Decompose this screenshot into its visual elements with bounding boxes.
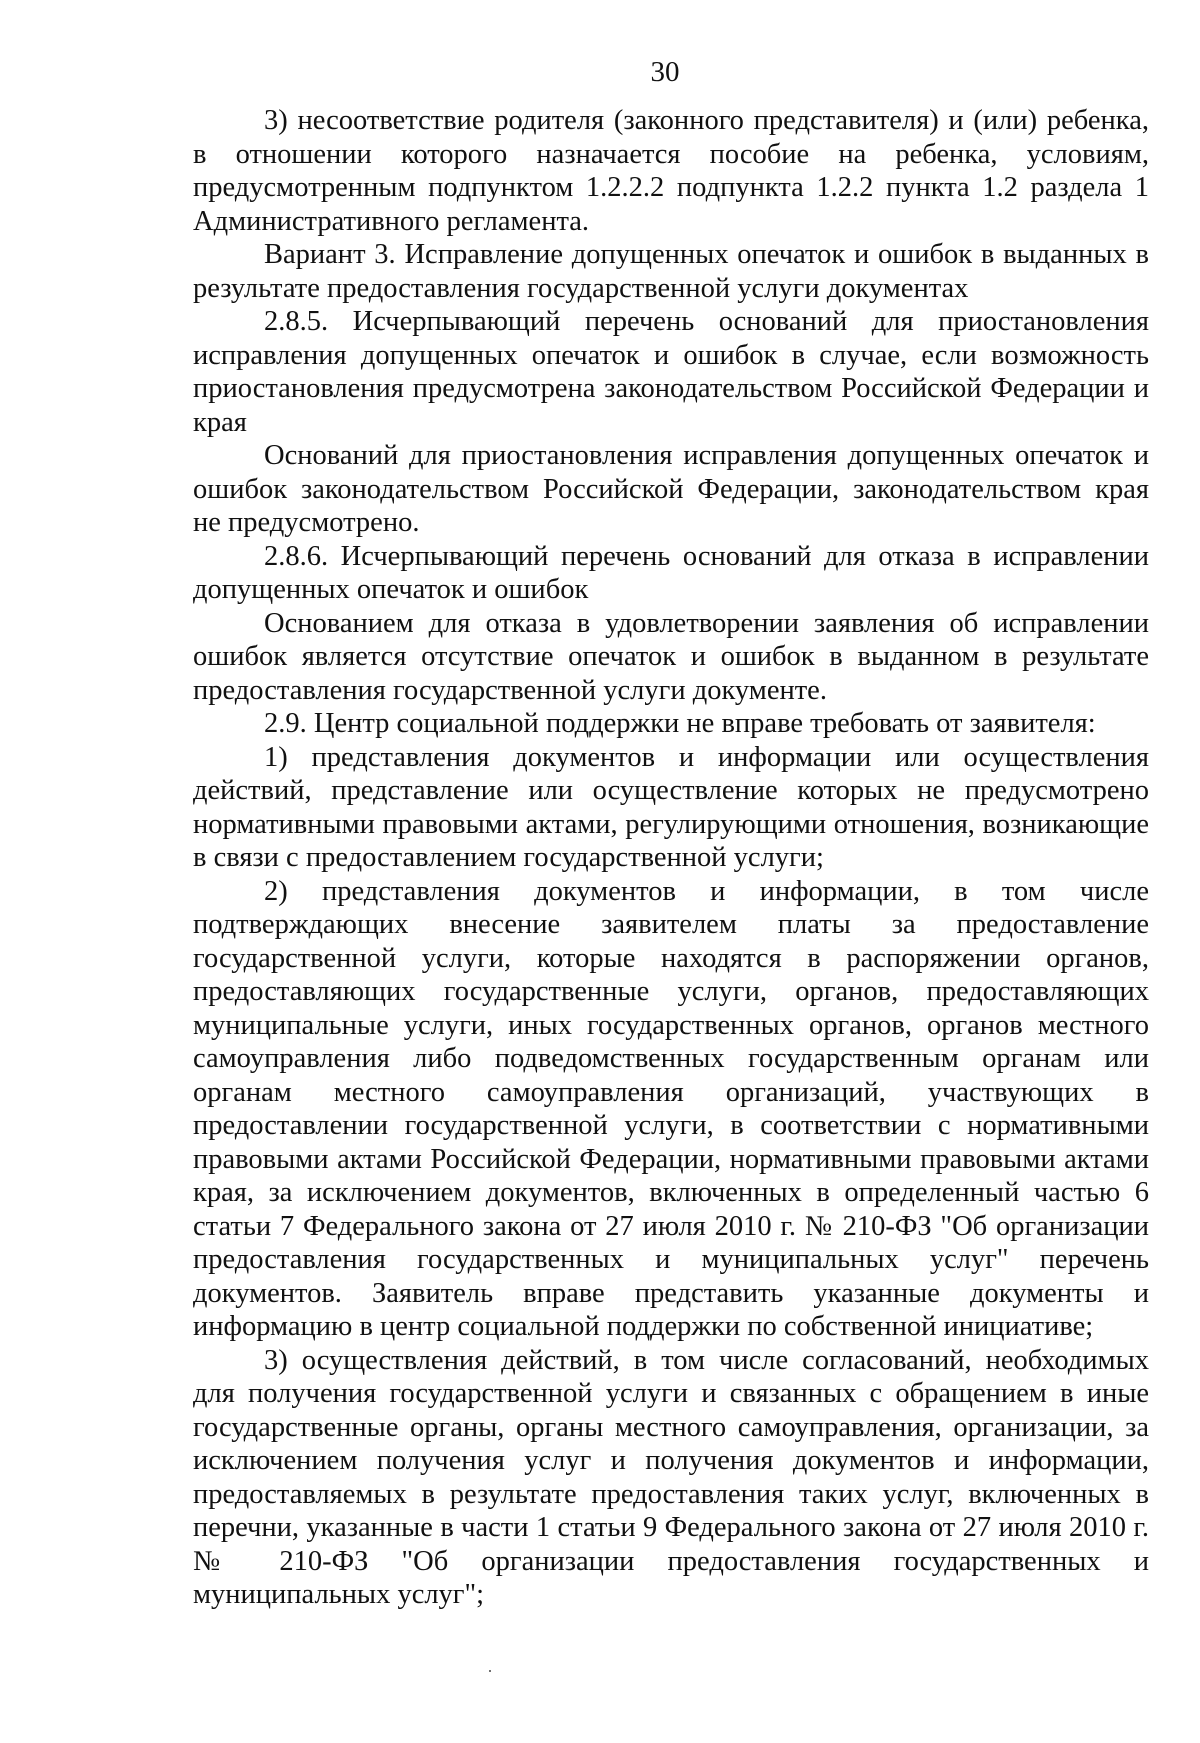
document-body [193, 104, 1149, 1612]
paragraph-2-8-5-body: Оснований для приостановления исправления допущенных опечаток и ошибок законодательством Российской Федерации, законодательством края не предусмотрено. [193, 440, 1149, 538]
paragraph-variant-3-heading: Вариант 3. Исправление допущенных опечаток и ошибок в выданных в результате предоставления государственной услуги документах [193, 239, 1149, 304]
paragraph-2-9-item-1: 1) представления документов и информации или осуществления действий, представление или осуществление которых не предусмотрено нормативными правовыми актами, регулирующими отношения, возникающие в связи с предоставлением государственной услуги; [193, 741, 1149, 873]
paragraph-2-9-item-2: 2) представления документов и информации, в том числе подтверждающих внесение заявителем платы за предоставление государственной услуги, которые находятся в распоряжении органов, предоставляющих государственные услуги, органов, предоставляющих муниципальные услуги, иных государственных органов, органов местного самоуправления либо подведомственных государственным органам или органам местного самоуправления организаций, участвующих в предоставлении государственной услуги, в соответствии с нормативными правовыми актами Российской Федерации, нормативными правовыми актами края, за исключением документов, включенных в определенный частью 6 статьи 7 Федерального закона от 27 июля 2010 г. № 210-ФЗ "Об организации предоставления государственных и муниципальных услуг" перечень документов. Заявитель вправе представить указанные документы и информацию в центр социальной поддержки по собственной инициативе; [193, 875, 1149, 1342]
paragraph-2-9-item-3: 3) осуществления действий, в том числе согласований, необходимых для получения государственной услуги и связанных с обращением в иные государственные органы, органы местного самоуправления, организации, за исключением получения услуг и получения документов и информации, предоставляемых в результате предоставления таких услуг, включенных в перечни, указанные в части 1 статьи 9 Федерального закона от 27 июля 2010 г. № 210-ФЗ "Об организации предоставления государственных и муниципальных услуг"; [193, 1344, 1149, 1610]
scan-speck [489, 1670, 491, 1672]
paragraph-2-9-heading: 2.9. Центр социальной поддержки не вправе требовать от заявителя: [264, 708, 1096, 739]
paragraph-2-8-5-heading: 2.8.5. Исчерпывающий перечень оснований для приостановления исправления допущенных опечаток и ошибок в случае, если возможность приостановления предусмотрена законодательством Российской Федерации и края [193, 306, 1149, 438]
paragraph-noncompliance: 3) несоответствие родителя (законного представителя) и (или) ребенка, в отношении которого назначается пособие на ребенка, условиям, предусмотренным подпунктом 1.2.2.2 подпункта 1.2.2 пункта 1.2 раздела 1 Административного регламента. [193, 105, 1149, 237]
paragraph-2-8-6-heading: 2.8.6. Исчерпывающий перечень оснований для отказа в исправлении допущенных опечаток и ошибок [193, 540, 1149, 605]
page-number: 30 [650, 56, 680, 88]
paragraph-2-8-6-body: Основанием для отказа в удовлетворении заявления об исправлении ошибок является отсутствие опечаток и ошибок в выданном в результате предоставления государственной услуги документе. [193, 607, 1149, 706]
